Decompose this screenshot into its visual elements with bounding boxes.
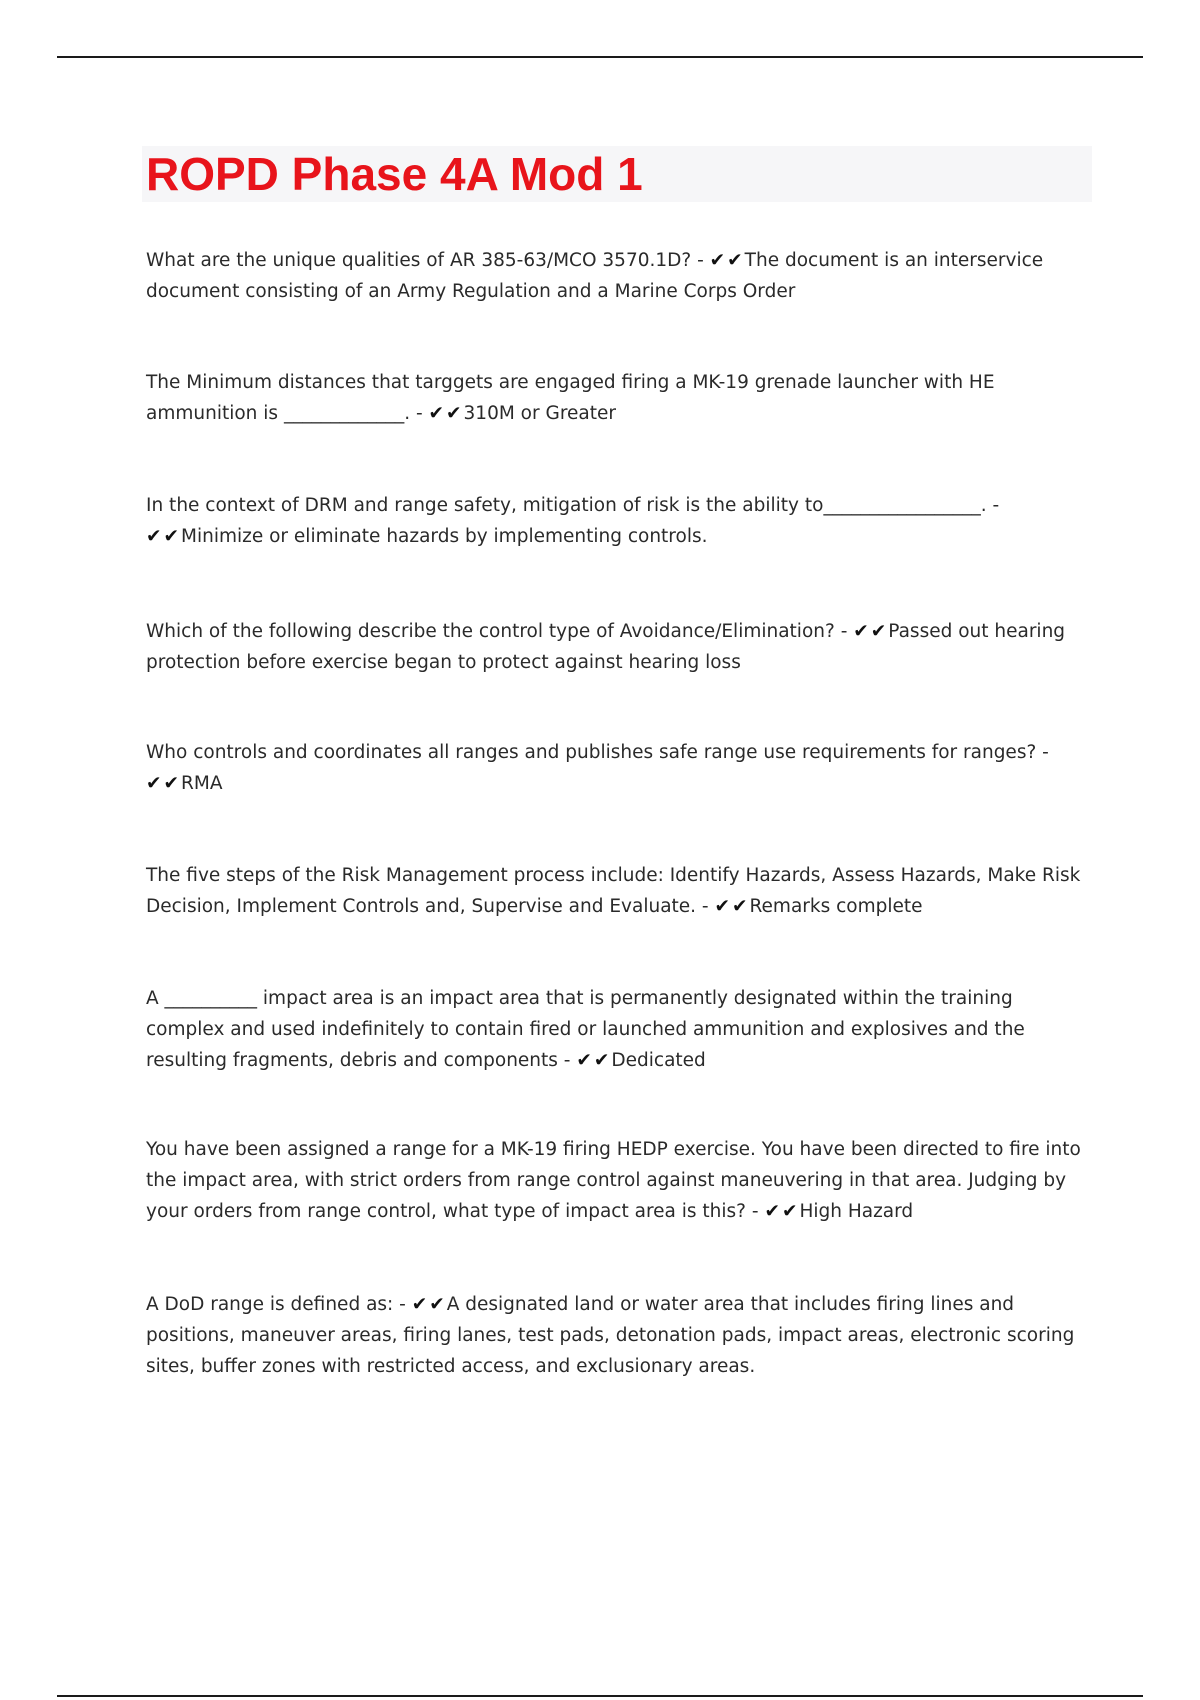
question-text: You have been assigned a range for a MK-19 firing HEDP exercise. You have been directed to fire into the impact area, with strict orders from range control against maneuvering in that area. Judging by your orders from range control, what type of impact area is this? - (146, 1139, 1081, 1222)
question-text: The five steps of the Risk Management process include: Identify Hazards, Assess Hazards, Make Risk Decision, Implement Controls and, Supervise and Evaluate. - (146, 865, 1081, 917)
qa-item-6 (146, 860, 1096, 922)
double-check-icon: ✔✔ (146, 773, 182, 794)
page-title: ROPD Phase 4A Mod 1 (146, 148, 643, 200)
qa-item-1 (146, 245, 1096, 307)
double-check-icon: ✔✔ (428, 403, 464, 424)
qa-item-5 (146, 737, 1096, 799)
qa-item-4 (146, 616, 1096, 678)
qa-item-3 (146, 490, 1096, 552)
question-text: In the context of DRM and range safety, mitigation of risk is the ability to_________________. - (146, 495, 1000, 516)
qa-item-9 (146, 1289, 1096, 1382)
answer-text: Minimize or eliminate hazards by implementing controls. (181, 526, 708, 547)
answer-text: The document is an interservice document consisting of an Army Regulation and a Marine Corps Order (146, 250, 1044, 302)
question-text: A DoD range is defined as: - (146, 1294, 412, 1315)
double-check-icon: ✔✔ (709, 250, 745, 271)
answer-text: Passed out hearing protection before exercise began to protect against hearing loss (146, 621, 1066, 673)
page-bottom-rule (57, 1695, 1143, 1697)
question-text: Which of the following describe the control type of Avoidance/Elimination? - (146, 621, 854, 642)
qa-item-2 (146, 367, 1096, 429)
qa-item-8 (146, 1134, 1096, 1227)
double-check-icon: ✔✔ (853, 621, 889, 642)
double-check-icon: ✔✔ (411, 1294, 447, 1315)
answer-text: Dedicated (611, 1050, 706, 1071)
page-top-rule (57, 56, 1143, 58)
answer-text: High Hazard (799, 1201, 914, 1222)
question-text: The Minimum distances that targgets are engaged firing a MK-19 grenade launcher with HE ammunition is _____________. - (146, 372, 995, 424)
double-check-icon: ✔✔ (714, 896, 750, 917)
answer-text: A designated land or water area that includes firing lines and positions, maneuver areas, firing lanes, test pads, detonation pads, impact areas, electronic scoring sites, buffer zones with restricted access, and exclusionary areas. (146, 1294, 1075, 1377)
double-check-icon: ✔✔ (576, 1050, 612, 1071)
double-check-icon: ✔✔ (146, 526, 182, 547)
answer-text: 310M or Greater (463, 403, 616, 424)
qa-item-7 (146, 983, 1096, 1076)
question-text: What are the unique qualities of AR 385-63/MCO 3570.1D? - (146, 250, 710, 271)
question-text: Who controls and coordinates all ranges and publishes safe range use requirements for ranges? - (146, 742, 1049, 763)
answer-text: Remarks complete (749, 896, 923, 917)
question-text: A __________ impact area is an impact area that is permanently designated within the training complex and used indefinitely to contain fired or launched ammunition and explosives and the resulting fragments, debris and components - (146, 988, 1025, 1071)
double-check-icon: ✔✔ (764, 1201, 800, 1222)
answer-text: RMA (181, 773, 223, 794)
